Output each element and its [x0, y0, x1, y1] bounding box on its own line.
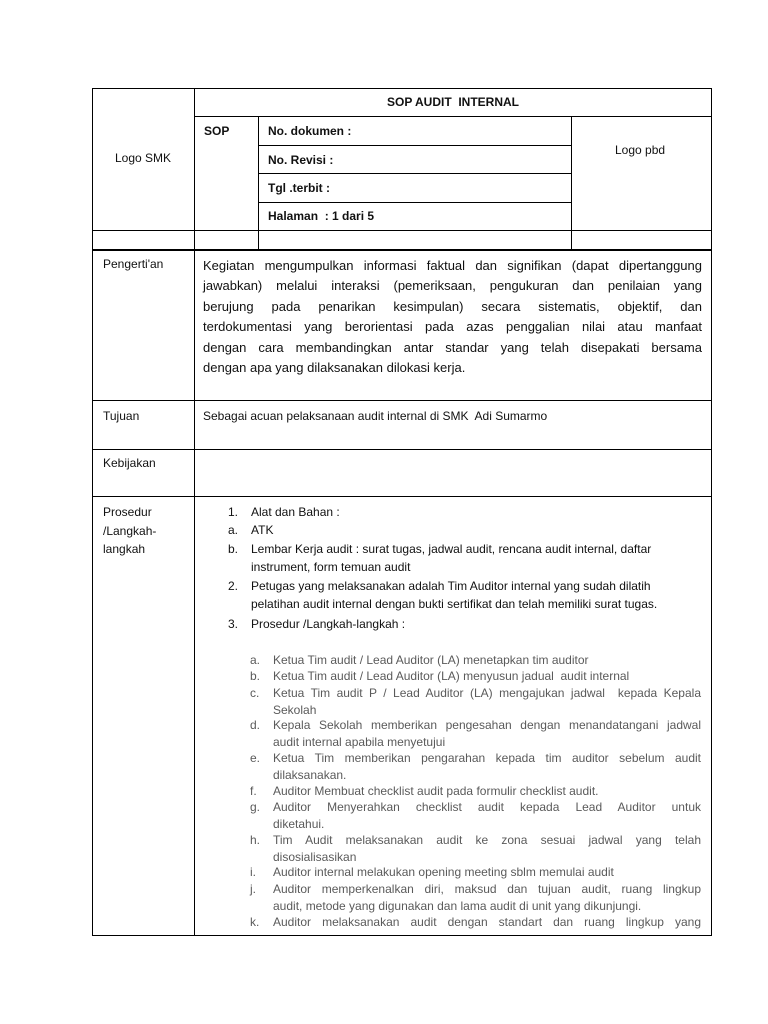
pengertian-label: Pengerti'an [103, 257, 164, 271]
logo-smk-placeholder: Logo SMK [115, 151, 172, 165]
field-no-revisi: No. Revisi : [268, 153, 334, 167]
title-underline [194, 116, 712, 117]
border-right [711, 88, 712, 936]
tujuan-label: Tujuan [103, 409, 140, 423]
sop-label: SOP [204, 124, 230, 138]
border-left [92, 88, 93, 936]
tujuan-text: Sebagai acuan pelaksanaan audit internal di SMK Adi Sumarmo [203, 409, 548, 423]
field-divider [258, 173, 572, 174]
field-tgl-terbit: Tgl .terbit : [268, 181, 330, 195]
pengertian-line: dengan apa yang dilaksanakan dilokasi kerja. [203, 360, 466, 376]
pengertian-text [203, 256, 702, 378]
row-divider [92, 496, 712, 497]
prosedur-label: Prosedur /Langkah- langkah [103, 505, 157, 556]
pengertian-line: dengan cara membandingkan antar standar yang telah disepakati bersama [203, 339, 702, 355]
logo-pbd-placeholder: Logo pbd [615, 143, 666, 157]
field-halaman: Halaman : 1 dari 5 [268, 209, 375, 223]
row-divider [92, 400, 712, 401]
border-bottom [92, 935, 712, 936]
border-top [92, 88, 712, 89]
field-divider [258, 202, 572, 203]
header-divider [92, 230, 712, 231]
header-bottom [92, 249, 712, 251]
pengertian-line: berujung pada penarikan kesimpulan) secara sistematis, objektif, dan [203, 298, 702, 314]
pengertian-line: jawabkan) melalui interaksi (pemeriksaan, pengukuran dan penilaian yang [203, 278, 702, 294]
row-divider [92, 449, 712, 450]
field-divider [258, 145, 572, 146]
pengertian-line: Kegiatan mengumpulkan informasi faktual dan signifikan (dapat dipertanggung [203, 258, 702, 273]
field-no-dokumen: No. dokumen : [268, 124, 352, 138]
document-title: SOP AUDIT INTERNAL [386, 95, 519, 109]
kebijakan-label: Kebijakan [103, 456, 156, 470]
pengertian-line: terdokumentasi yang berorientasi pada azas penggalian nilai atau manfaat [203, 319, 702, 335]
column-divider [194, 88, 195, 936]
